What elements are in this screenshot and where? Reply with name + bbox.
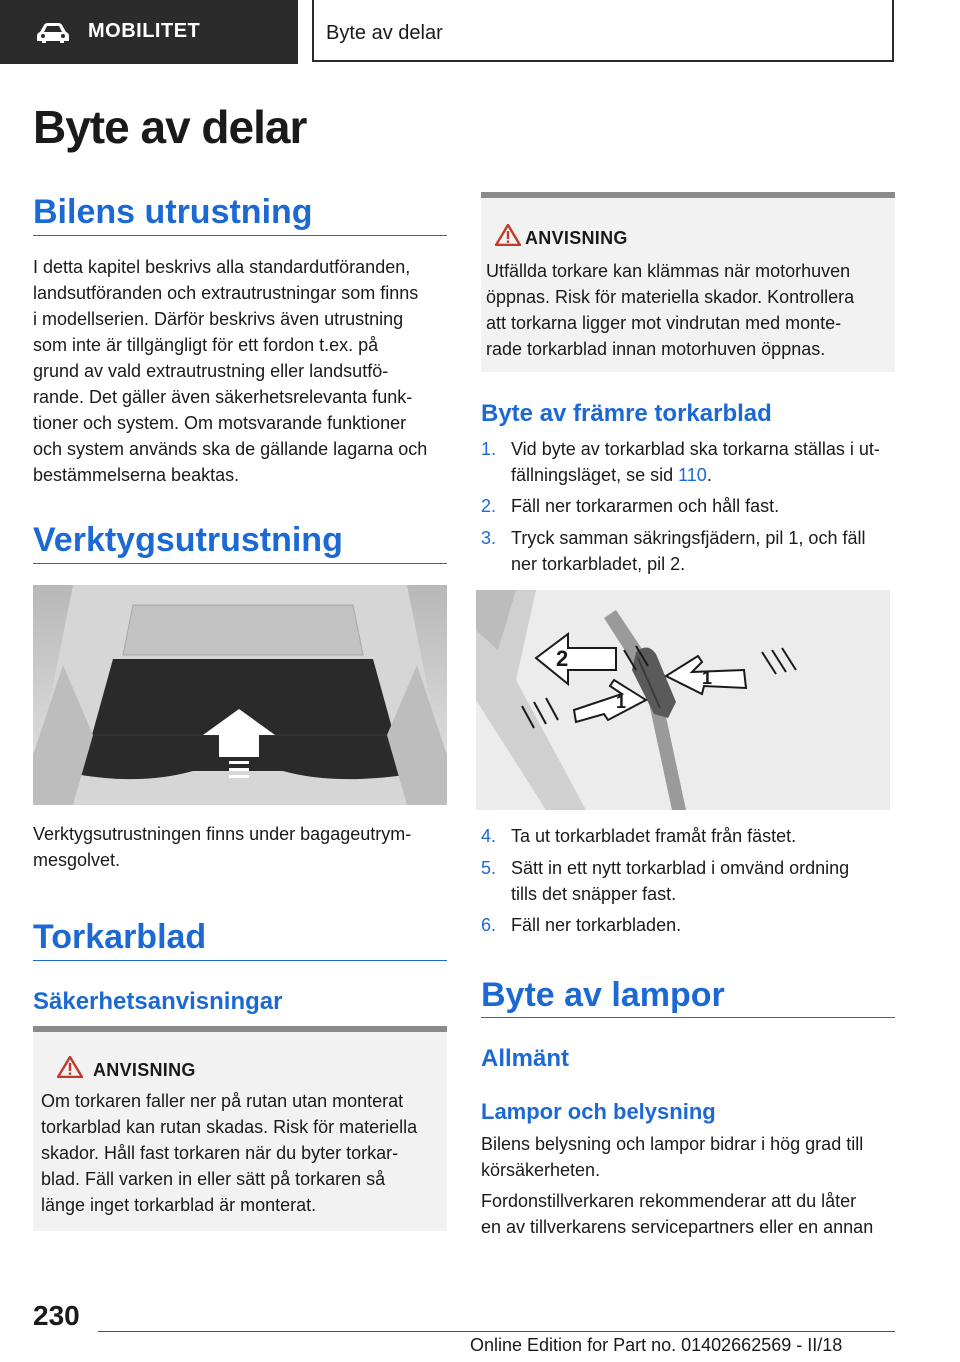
figure-trunk-tools xyxy=(33,585,447,805)
heading-sakerhetsanvisningar: Säkerhetsanvisningar xyxy=(33,988,283,1015)
text-line: tills det snäpper fast. xyxy=(511,884,677,904)
heading-rule xyxy=(33,960,447,961)
step-text xyxy=(511,823,796,849)
step-4 xyxy=(481,823,895,849)
heading-rule xyxy=(33,235,447,236)
step-5 xyxy=(481,855,895,907)
page-title: Byte av delar xyxy=(33,101,307,153)
header-chapter-tab[interactable] xyxy=(312,0,894,62)
text-line: I detta kapitel beskrivs alla standardutföranden, xyxy=(33,257,411,277)
section-label: MOBILITET xyxy=(88,20,201,42)
chapter-label: Byte av delar xyxy=(326,22,443,44)
text-line: Utfällda torkare kan klämmas när motorhuven xyxy=(486,261,851,281)
step-number: 2. xyxy=(481,496,497,516)
step-text xyxy=(511,855,849,907)
text-line: och system används ska de gällande lagarna och xyxy=(33,439,428,459)
text-line: Verktygsutrustningen finns under bagageutrym‐ xyxy=(33,824,412,844)
text-line: att torkarna ligger mot vindrutan med monte‐ xyxy=(486,313,842,333)
paragraph-equipment xyxy=(33,254,453,488)
text-line: grund av vald extrautrustning eller landsutfö‐ xyxy=(33,361,389,381)
step-number: 6. xyxy=(481,915,497,935)
text-line: Tryck samman säkringsfjädern, pil 1, och fäll xyxy=(511,528,866,548)
text-line: blad. Fäll varken in eller sätt på torkaren så xyxy=(41,1169,386,1189)
step-1 xyxy=(481,436,895,488)
text-line: som inte är tillgängligt för ett fordon t.ex. på xyxy=(33,335,379,355)
warning-text xyxy=(486,258,891,362)
text-line: skador. Håll fast torkaren när du byter torkar‐ xyxy=(41,1143,399,1163)
warning-box-2 xyxy=(481,192,895,372)
text-line: Fordonstillverkaren rekommenderar att du låter xyxy=(481,1191,857,1211)
text-line: rade torkarblad innan motorhuven öppnas. xyxy=(486,339,826,359)
figure-wiper-blade xyxy=(476,590,890,810)
text-line: bestämmelserna beaktas. xyxy=(33,465,240,485)
text-line: rande. Det gäller även säkerhetsrelevanta funk‐ xyxy=(33,387,413,407)
heading-byte-framre-torkarblad: Byte av främre torkarblad xyxy=(481,400,772,427)
text-line: ner torkarbladet, pil 2. xyxy=(511,554,686,574)
text-line: öppnas. Risk för materiella skador. Kontrollera xyxy=(486,287,855,307)
warning-heading: ANVISNING xyxy=(93,1060,196,1080)
page-number: 230 xyxy=(33,1300,80,1331)
step-number: 4. xyxy=(481,826,497,846)
step-number: 1. xyxy=(481,439,497,459)
arrow-label-1: 1 xyxy=(702,668,713,688)
text-line: landsutföranden och extrautrustningar som finns xyxy=(33,283,419,303)
text-line: mesgolvet. xyxy=(33,850,121,870)
text-line: Vid byte av torkarblad ska torkarna ställas i ut‐ xyxy=(511,439,880,459)
paragraph-lamps-1 xyxy=(481,1131,895,1183)
page-link[interactable]: 110 xyxy=(678,465,707,485)
warning-triangle-icon xyxy=(495,224,521,246)
arrow-label-2: 2 xyxy=(556,646,569,671)
text-line: en av tillverkarens servicepartners eller en annan xyxy=(481,1217,874,1237)
step-number: 3. xyxy=(481,528,497,548)
heading-rule xyxy=(33,563,447,564)
warning-heading: ANVISNING xyxy=(525,228,628,248)
heading-torkarblad: Torkarblad xyxy=(33,918,207,956)
wiper-illustration xyxy=(476,590,890,810)
heading-lampor-och-belysning: Lampor och belysning xyxy=(481,1099,716,1124)
paragraph-lamps-2 xyxy=(481,1188,895,1240)
text-line: torkarblad kan rutan skadas. Risk för materiella xyxy=(41,1117,418,1137)
text-line xyxy=(511,462,880,488)
text-fragment: . xyxy=(706,465,712,485)
step-text xyxy=(511,493,779,519)
heading-rule xyxy=(481,1017,895,1018)
warning-box-1 xyxy=(33,1026,447,1231)
step-6 xyxy=(481,912,895,938)
step-text xyxy=(511,912,681,938)
footer-rule xyxy=(98,1331,895,1332)
text-line: Fäll ner torkararmen och håll fast. xyxy=(511,496,780,516)
header-section-tab[interactable] xyxy=(0,0,298,64)
heading-byte-av-lampor: Byte av lampor xyxy=(481,976,725,1014)
heading-allmant: Allmänt xyxy=(481,1045,570,1072)
text-line: Ta ut torkarbladet framåt från fästet. xyxy=(511,826,797,846)
trunk-illustration xyxy=(33,585,447,805)
text-line: körsäkerheten. xyxy=(481,1160,601,1180)
step-text xyxy=(511,525,865,577)
warning-text xyxy=(41,1088,441,1218)
text-line: Sätt in ett nytt torkarblad i omvänd ordning xyxy=(511,858,850,878)
step-text xyxy=(511,436,880,488)
paragraph-tools xyxy=(33,821,453,873)
text-fragment: fällningsläget, se sid xyxy=(511,465,679,485)
step-number: 5. xyxy=(481,858,497,878)
step-3 xyxy=(481,525,895,577)
text-line: Bilens belysning och lampor bidrar i hög grad till xyxy=(481,1134,864,1154)
text-line: länge inget torkarblad är monterat. xyxy=(41,1195,317,1215)
text-line: Om torkaren faller ner på rutan utan monterat xyxy=(41,1091,404,1111)
text-line: i modellserien. Därför beskrivs även utrustning xyxy=(33,309,404,329)
footer-edition-text: Online Edition for Part no. 01402662569 - II/18 xyxy=(470,1335,843,1355)
car-icon xyxy=(36,22,70,44)
warning-triangle-icon xyxy=(57,1056,83,1078)
heading-bilens-utrustning: Bilens utrustning xyxy=(33,193,313,231)
heading-verktygsutrustning: Verktygsutrustning xyxy=(33,521,343,559)
arrow-label-1: 1 xyxy=(616,692,627,712)
text-line: Fäll ner torkarbladen. xyxy=(511,915,682,935)
step-2 xyxy=(481,493,895,519)
text-line: tioner och system. Om motsvarande funktioner xyxy=(33,413,407,433)
